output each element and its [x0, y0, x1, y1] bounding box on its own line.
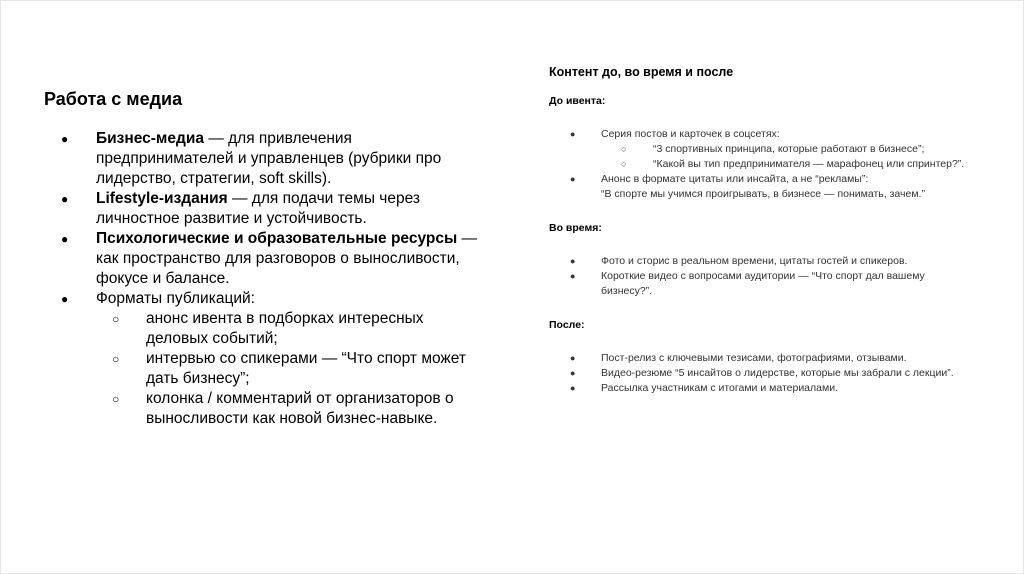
circle-bullet-icon: ○: [112, 312, 120, 326]
list-item: [61, 289, 481, 429]
bullet-icon: ●: [570, 271, 576, 281]
bullet-icon: ●: [570, 256, 576, 266]
list-item: [549, 254, 969, 269]
list-item: [61, 229, 481, 289]
item-bold: Бизнес-медиа: [96, 130, 205, 147]
bullet-icon: ●: [61, 192, 69, 206]
right-title: Контент до, во время и после: [549, 65, 734, 79]
section-label-before: До ивента:: [549, 95, 606, 107]
bullet-icon: ●: [61, 292, 69, 306]
sublist-text: колонка / комментарий от организаторов о выносливости как новой бизнес-навыке.: [146, 390, 454, 427]
list-item: [549, 127, 969, 172]
sublist-text: анонс ивента в подборках интересных деловых событий;: [146, 310, 424, 347]
sublist-item: [96, 349, 481, 389]
list-item: [61, 129, 481, 189]
item-text: — для подачи темы через личностное развитие и устойчивость.: [96, 190, 420, 227]
item-bold: Lifestyle-издания: [96, 190, 228, 207]
sublist-text: “Какой вы тип предпринимателя — марафонец или спринтер?”.: [653, 158, 965, 170]
item-text: Анонс в формате цитаты или инсайта, а не “рекламы”:: [601, 173, 869, 185]
during-list: [549, 254, 969, 299]
circle-bullet-icon: ○: [112, 392, 120, 406]
bullet-icon: ●: [570, 368, 576, 378]
item-text: Форматы публикаций:: [96, 290, 255, 307]
list-item: [61, 189, 481, 229]
bullet-icon: ●: [61, 232, 69, 246]
item-text: Видео-резюме “5 инсайтов о лидерстве, которые мы забрали с лекции”.: [601, 367, 954, 379]
formats-sublist: [96, 309, 481, 429]
sublist-item: [601, 142, 969, 157]
item-text: Пост-релиз с ключевыми тезисами, фотографиями, отзывами.: [601, 352, 907, 364]
circle-bullet-icon: ○: [621, 144, 627, 154]
item-text: Рассылка участникам с итогами и материалами.: [601, 382, 838, 394]
item-text: Фото и сторис в реальном времени, цитаты гостей и спикеров.: [601, 255, 908, 267]
media-list: [61, 129, 481, 429]
section-label-during: Во время:: [549, 222, 602, 234]
list-item: [549, 351, 969, 366]
item-text: — для привлечения предпринимателей и управленцев (рубрики про лидерство, стратегии, soft skills).: [96, 130, 442, 187]
circle-bullet-icon: ○: [112, 352, 120, 366]
item-text: Короткие видео с вопросами аудитории — “Что спорт дал вашему бизнесу?”.: [601, 270, 925, 297]
item-bold: Психологические и образовательные ресурсы: [96, 230, 458, 247]
list-item: [549, 269, 969, 299]
bullet-icon: ●: [570, 174, 576, 184]
left-title: Работа с медиа: [44, 89, 183, 109]
bullet-icon: ●: [570, 353, 576, 363]
item-text: — как пространство для разговоров о выносливости, фокусе и балансе.: [96, 230, 478, 287]
quote-text: “В спорте мы учимся проигрывать, в бизнесе — понимать, зачем.”: [601, 188, 925, 200]
bullet-icon: ●: [61, 132, 69, 146]
content-plan: [549, 65, 969, 396]
list-item: [549, 381, 969, 396]
sublist-text: интервью со спикерами — “Что спорт может дать бизнесу”;: [146, 350, 466, 387]
sublist-item: [96, 309, 481, 349]
sublist-text: “3 спортивных принципа, которые работают в бизнесе”;: [653, 143, 925, 155]
sublist-item: [601, 157, 969, 172]
bullet-icon: ●: [570, 383, 576, 393]
circle-bullet-icon: ○: [621, 159, 627, 169]
item-text: Серия постов и карточек в соцсетях:: [601, 128, 780, 140]
posts-sublist: [601, 142, 969, 172]
list-item: [549, 366, 969, 381]
section-label-after: После:: [549, 319, 585, 331]
after-list: [549, 351, 969, 396]
sublist-item: [96, 389, 481, 429]
bullet-icon: ●: [570, 129, 576, 139]
before-list: [549, 127, 969, 202]
list-item: [549, 172, 969, 202]
